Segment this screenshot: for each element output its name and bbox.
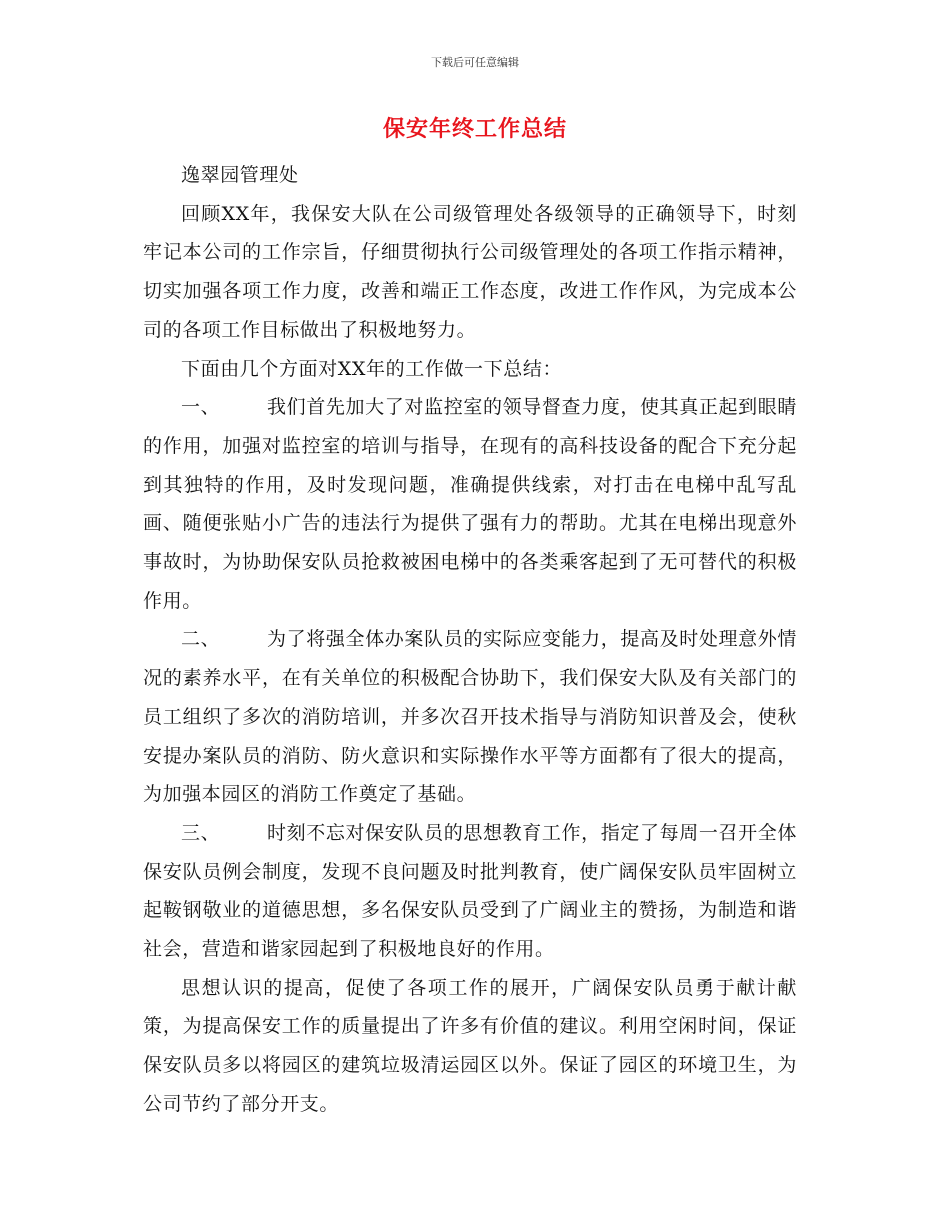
intro-paragraph: 回顾XX年，我保安大队在公司级管理处各级领导的正确领导下，时刻牢记本公司的工作宗旨，仔细贯彻执行公司级管理处的各项工作指示精神，切实加强各项工作力度，改善和端正工作态度，改进工作作风，为完成本公司的各项工作目标做出了积极地努力。 (143, 202, 797, 341)
item-paragraph-2 (143, 620, 797, 814)
summary-lead-paragraph: 下面由几个方面对XX年的工作做一下总结： (181, 357, 563, 380)
item-text: 为了将强全体办案队员的实际应变能力，提高及时处理意外情况的素养水平，在有关单位的积极配合协助下，我们保安大队及有关部门的员工组织了多次的消防培训，并多次召开技术指导与消防知识普及会，使秋安提办案队员的消防、防火意识和实际操作水平等方面都有了很大的提高，为加强本园区的消防工作奠定了基础。 (143, 628, 797, 806)
item-text: 时刻不忘对保安队员的思想教育工作，指定了每周一召开全体保安队员例会制度，发现不良问题及时批判教育，使广阔保安队员牢固树立起鞍钢敬业的道德思想，多名保安队员受到了广阔业主的赞扬，为制造和谐社会，营造和谐家园起到了积极地良好的作用。 (143, 821, 797, 961)
item-number: 三、 (181, 821, 221, 844)
item-number: 二、 (181, 628, 221, 651)
item-text: 我们首先加大了对监控室的领导督查力度，使其真正起到眼睛的作用，加强对监控室的培训与指导，在现有的高科技设备的配合下充分起到其独特的作用，及时发现问题，准确提供线索，对打击在电梯中乱写乱画、随便张贴小广告的违法行为提供了强有力的帮助。尤其在电梯出现意外事故时，为协助保安队员抢救被困电梯中的各类乘客起到了无可替代的积极作用。 (143, 396, 797, 612)
header-note: 下载后可任意编辑 (431, 56, 519, 69)
item-paragraph-3 (143, 814, 797, 969)
item-number: 一、 (181, 396, 221, 419)
department-line: 逸翠园管理处 (181, 164, 299, 186)
document-body (143, 156, 797, 1124)
item-paragraph-1 (143, 388, 797, 620)
document-title: 保安年终工作总结 (382, 117, 567, 142)
closing-paragraph: 思想认识的提高，促使了各项工作的展开，广阔保安队员勇于献计献策，为提高保安工作的质量提出了许多有价值的建议。利用空闲时间，保证保安队员多以将园区的建筑垃圾清运园区以外。保证了园区的环境卫生，为公司节约了部分开支。 (143, 976, 797, 1115)
